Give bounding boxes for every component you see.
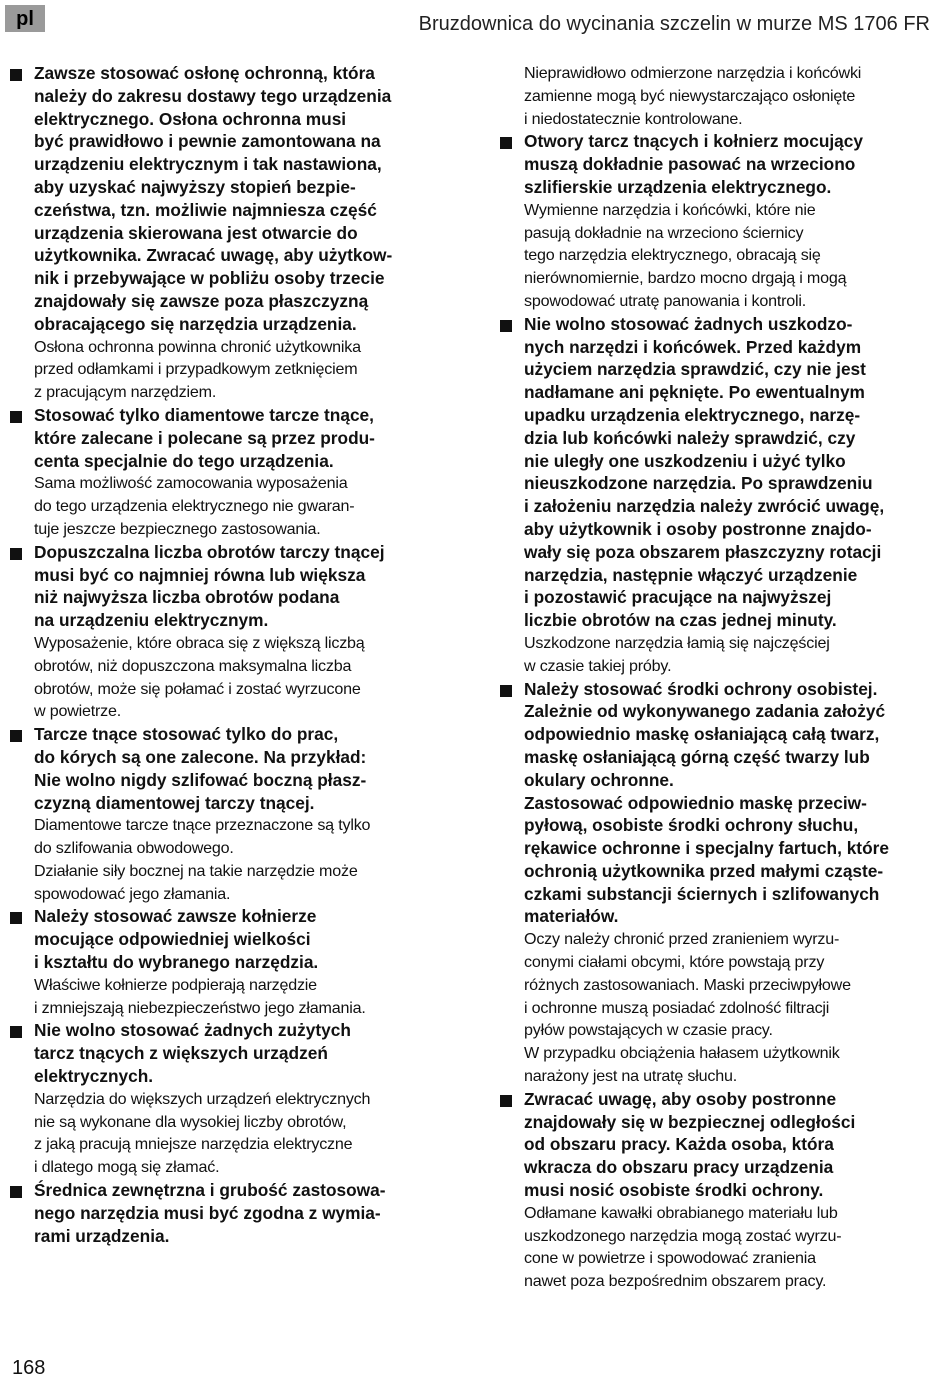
safety-item-heading: Otwory tarcz tnących i kołnierz mocujący muszą dokładnie pasować na wrzeciono szlifierskie urządzenia elektrycznego. [524,131,864,197]
safety-item [10,541,460,723]
safety-item-text: Sama możliwość zamocowania wyposażenia do tego urządzenia elektrycznego nie gwaran- tuje jeszcze bezpiecznego zastosowania. [34,474,355,538]
continued-text: Nieprawidłowo odmierzone narzędzia i końcówki zamienne mogą być niewystarczająco osłonięte i niedostatecznie kontrolowane. [524,64,862,128]
safety-item-text: Uszkodzone narzędzia łamią się najczęściej w czasie takiej próby. [524,633,830,675]
safety-item-heading: Dopuszczalna liczba obrotów tarczy tnącej musi być co najmniej równa lub większa niż najwyższa liczba obrotów podana na urządzeniu elektrycznym. [34,541,385,631]
safety-item [10,723,460,905]
safety-item [10,1019,460,1179]
safety-item-text: Wyposażenie, które obraca się z większą liczbą obrotów, niż dopuszczona maksymalna liczba obrotów, może się połamać i zostać wyrzucone w powietrze. [34,633,365,721]
page-number: 168 [12,1357,46,1379]
safety-item-heading: Tarcze tnące stosować tylko do prac, do kórych są one zalecone. Na przykład: Nie wolno nigdy szlifować boczną płasz- czyzną diamentowej tarczy tnącej. [34,724,367,813]
safety-item-heading: Należy stosować zawsze kołnierze mocujące odpowiedniej wielkości i kształtu do wybranego narzędzia. [34,906,319,973]
safety-item-heading: Nie wolno stosować żadnych uszkodzo- nych narzędzi i końcówek. Przed każdym użyciem narzędzia sprawdzić, czy nie jest nadłamane ani pęknięte. Po ewentualnym upadku urządzenia elektrycznego, narzę- dzia lub końcówki należy sprawdzić, czy nie uległy one uszkodzeniu i użyć tylko nieuszkodzone narzędzia. Po sprawdzeniu i założeniu narzędzia należy zwrócić uwagę, aby użytkownik i osoby postronne znajdo- wały się poza obszarem płaszczyzny rotacji narzędzia, następnie włączyć urządzenie i pozostawić pracujące na najwyższej liczbie obrotów na czas jednej minuty. [524,313,885,631]
safety-item-heading: Nie wolno stosować żadnych zużytych tarcz tnących z większych urządzeń elektrycznych. [34,1020,351,1087]
safety-item [500,130,940,312]
continued-text-block [500,62,940,130]
safety-item [500,1088,940,1293]
language-badge [5,5,45,32]
safety-item [500,678,940,1088]
right-column [500,62,940,1293]
safety-item-heading: Należy stosować środki ochrony osobistej. Zależnie od wykonywanego zadania założyć odpowiednio maskę osłaniającą całą twarz, maskę osłaniającą górną część twarzy lub okulary ochronne. Zastosować odpowiednio maskę przeciw- pyłową, osobiste środki ochrony słuchu, rękawice ochronne i specjalny fartuch, które ochronią użytkownika przed małymi cząste- czkami substancji ściernych i szlifowanych materiałów. [524,678,889,927]
safety-item [500,313,940,678]
safety-item [10,1179,460,1247]
left-column [10,62,460,1247]
safety-item-text: Diamentowe tarcze tnące przeznaczone są tylko do szlifowania obwodowego. Działanie siły bocznej na takie narzędzie może spowodować jego złamania. [34,816,371,903]
safety-item-text: Wymienne narzędzia i końcówki, które nie pasują dokładnie na wrzeciono ściernicy tego narzędzia elektrycznego, obracają się nierównomiernie, bardzo mocno drgają i mogą spowodować utratę panowania i kontroli. [524,200,847,310]
safety-item-text: Właściwe kołnierze podpierają narzędzie i zmniejszają niebezpieczeństwo jego złamania. [34,975,366,1017]
safety-item [10,905,460,1019]
safety-item [10,62,460,404]
safety-item-heading: Zawsze stosować osłonę ochronną, która należy do zakresu dostawy tego urządzenia elektrycznego. Osłona ochronna musi być prawidłowo i pewnie zamontowana na urządzeniu elektrycznym i tak nastawiona, aby uzyskać najwyższy stopień bezpie- czeństwa, tzn. możliwie najmniesza część urządzenia skierowana jest otwarcie do użytkownika. Zwracać uwagę, aby użytkow- nik i przebywające w pobliżu osoby trzecie znajdowały się zawsze poza płaszczyzną obracającego się narzędzia urządzenia. [34,63,393,334]
safety-item-text: Osłona ochronna powinna chronić użytkownika przed odłamkami i przypadkowym zetknięciem z pracującym narzędziem. [34,337,361,402]
safety-item-heading: Zwracać uwagę, aby osoby postronne znajdowały się w bezpiecznej odległości od obszaru pracy. Każda osoba, która wkracza do obszaru pracy urządzenia musi nosić osobiste środki ochrony. [524,1088,856,1201]
safety-item-text: Oczy należy chronić przed zranieniem wyrzu- conymi ciałami obcymi, które powstają przy różnych zastosowaniach. Maski przeciwpyłowe i ochronne muszą posiadać zdolność filtracji pyłów powstających w czasie pracy. W przypadku obciążenia hałasem użytkownik narażony jest na utratę słuchu. [524,930,851,1086]
safety-item-heading: Stosować tylko diamentowe tarcze tnące, które zalecane i polecane są przez produ- centa specjalnie do tego urządzenia. [34,404,375,471]
safety-item [10,404,460,541]
document-title: Bruzdownica do wycinania szczelin w murze MS 1706 FR [418,13,930,35]
safety-item-text: Odłamane kawałki obrabianego materiału lub uszkodzonego narzędzia mogą zostać wyrzu- cone w powietrze i spowodować zranienia nawet poza bezpośrednim obszarem pracy. [524,1203,842,1291]
safety-item-text: Narzędzia do większych urządzeń elektrycznych nie są wykonane dla wysokiej liczby obrotów, z jaką pracują mniejsze narzędzia elektryczne i dlatego mogą się złamać. [34,1089,371,1177]
safety-item-heading: Średnica zewnętrzna i grubość zastosowa- nego narzędzia musi być zgodna z wymia- rami urządzenia. [34,1180,386,1246]
language-code: pl [16,7,34,30]
